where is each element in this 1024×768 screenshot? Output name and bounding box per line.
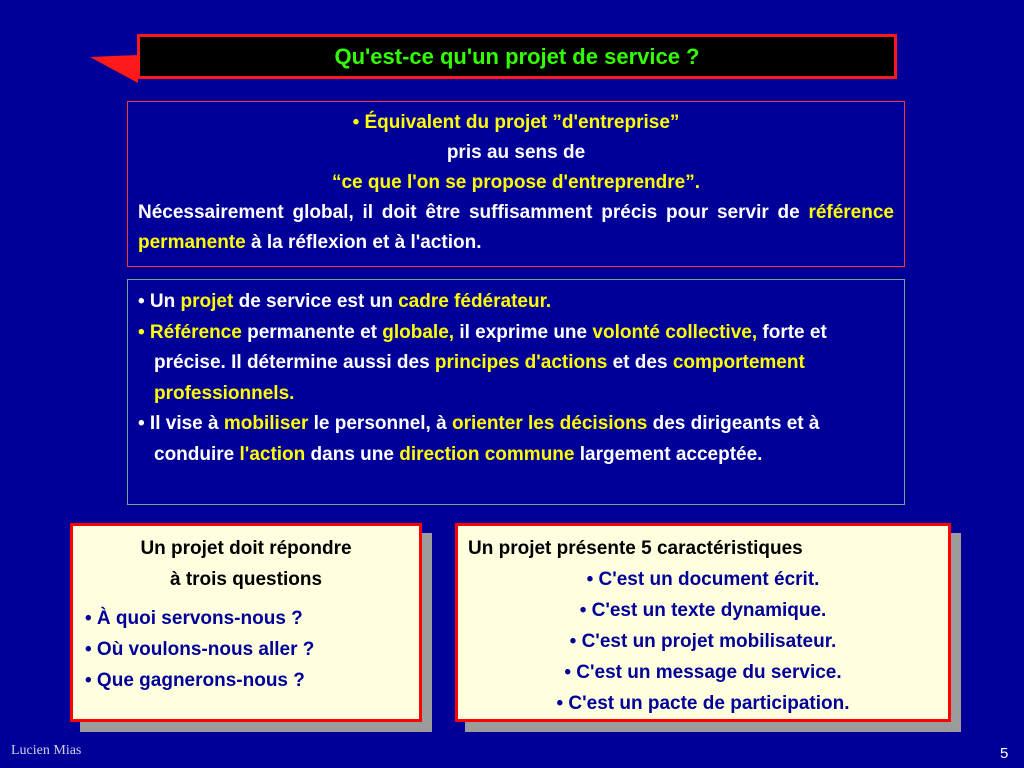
definition-text-a: Nécessairement global, il doit être suffisamment précis pour servir de [138,202,800,223]
highlight: direction commune [399,443,575,465]
definition-line-1: • Équivalent du projet ”d'entreprise” [352,112,680,133]
definition-line-3: “ce que l'on se propose d'entreprendre”. [331,172,700,193]
text: le personnel, à [308,413,452,434]
questions-heading [73,533,419,595]
text: dans une [305,443,400,465]
bullet-reference [138,318,894,410]
questions-box [70,523,422,722]
questions-heading-line-2: à trois questions [169,569,323,590]
highlight: orienter les décisions [451,413,648,434]
characteristic-item: • C'est un message du service. [564,662,842,683]
title-arrow-decoration [90,55,138,83]
bullet-mobiliser [138,409,894,470]
description-box [127,279,905,505]
text: largement acceptée. [574,443,763,465]
highlight: comportement professionnels. [154,352,805,404]
definition-paragraph [138,198,894,258]
highlight: cadre fédérateur. [398,291,552,312]
highlight: volonté collective, [592,321,758,343]
highlight: l'action [239,443,306,465]
text: • Un [138,291,181,312]
definition-highlight: référence permanente [138,202,894,253]
question-item: • À quoi servons-nous ? [85,608,303,629]
text: • Il vise à [138,413,224,434]
footer-author: Lucien Mias [11,743,82,758]
page-number: 5 [1000,745,1009,762]
highlight: globale, [382,321,455,343]
definition-text-b: à la réflexion et à l'action. [250,232,482,253]
characteristic-item: • C'est un texte dynamique. [579,600,827,621]
questions-heading-line-1: Un projet doit répondre [140,538,352,559]
title-box [137,34,897,79]
question-item: • Que gagnerons-nous ? [85,670,305,691]
text: de service est un [233,291,399,312]
text: permanente et [241,321,383,343]
definition-line-2: pris au sens de [446,142,586,163]
highlight: mobiliser [223,413,309,434]
highlight: projet [180,291,234,312]
text: des dirigeants et à conduire [154,413,820,465]
highlight: principes d'actions [434,352,608,373]
characteristic-item: • C'est un projet mobilisateur. [569,631,837,652]
characteristics-list [458,564,948,719]
highlight: • Référence [138,321,242,343]
page-title: Qu'est-ce qu'un projet de service ? [334,43,700,69]
bullet-federateur [138,287,894,318]
text: il exprime une [454,321,593,343]
definition-box [127,101,905,267]
characteristic-item: • C'est un document écrit. [586,569,820,590]
question-item: • Où voulons-nous aller ? [85,639,315,660]
questions-list [73,603,419,696]
characteristics-box [455,523,951,722]
characteristic-item: • C'est un pacte de participation. [556,693,850,714]
text: et des [607,352,673,373]
characteristics-heading: Un projet présente 5 caractéristiques [468,538,803,559]
text: forte et précise. Il détermine aussi des [154,321,827,373]
